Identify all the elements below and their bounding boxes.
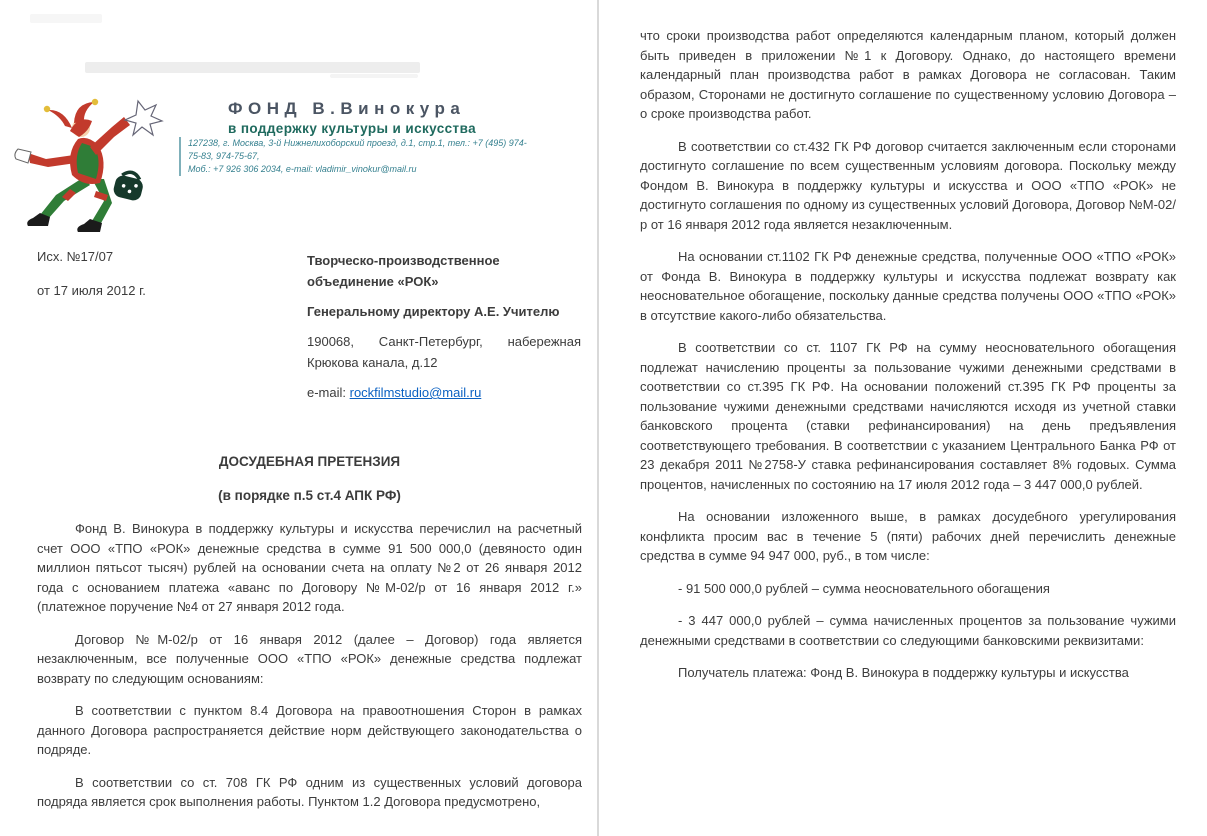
ref-date: от 17 июля 2012 г. [37,282,146,298]
ref-number: Исх. №17/07 [37,249,114,264]
recipient-block [307,250,581,403]
scan-artifact-bar [30,14,102,23]
scan-artifact-bar [330,74,418,78]
paragraph: В соответствии со ст. 1107 ГК РФ на сумму неосновательного обогащения подлежат начислению проценты за пользование чужими денежными средствами в соответствии со ст.395 ГК РФ. На основании положений ст.395 ГК РФ проценты за пользование чужими денежными средствами начисляются исходя из учетной ставки банковского процента (ставки рефинансирования) на день предъявления соответствующего требования. В соответствии с указанием Центрального Банка РФ от 23 декабря 2011 №2758-У ставка рефинансирования составляет 8% годовых. Сумма процентов, начисленных по состоянию на 17 июля 2012 года – 3 447 000,0 рублей. [640,340,1176,492]
jester-logo-icon [12,97,184,233]
document-title: ДОСУДЕБНАЯ ПРЕТЕНЗИЯ [218,454,401,469]
document-subtitle: (в порядке п.5 ст.4 АПК РФ) [218,487,401,503]
page-2 [599,0,1207,836]
paragraph: В соответствии со ст. 708 ГК РФ одним из существенных условий договора подряда является срок выполнения работы. Пунктом 1.2 Договора предусмотрено, [37,774,582,809]
claim-amount-item: - 91 500 000,0 рублей – сумма неосновательного обогащения [678,580,1050,596]
org-contact-line1: 127238, г. Москва, 3-й Нижнелихоборский проезд, д.1, стр.1, тел.: +7 (495) 974-75-83, 974-75-67, [188,138,527,161]
org-contact-line2: Моб.: +7 926 306 2034, e-mail: vladimir_vinokur@mail.ru [188,164,417,174]
org-contact-block [179,137,533,176]
email-label: e-mail: [307,385,350,400]
recipient-email-line [307,382,581,403]
paragraph: Фонд В. Винокура в поддержку культуры и искусства перечислил на расчетный счет ООО «ТПО «РОК» денежные средства в сумме 91 500 000,0 (девяносто один миллион пятьсот тысяч) рублей на основании счета на оплату №2 от 26 января 2012 года с основанием платежа «аванс по Договору №М-02/р от 16 января 2012 г.» (платежное поручение №4 от 27 января 2012 года. [37,521,582,614]
paragraph: В соответствии с пунктом 8.4 Договора на правоотношения Сторон в рамках данного Договора распространяется действие норм действующего законодательства о подряде. [37,703,582,757]
reference-block [37,247,146,300]
recipient-address: 190068, Санкт-Петербург, набережная Крюкова канала, д.12 [307,334,581,370]
payee-line: Получатель платежа: Фонд В. Винокура в поддержку культуры и искусства [678,665,1129,680]
org-tagline: в поддержку культуры и искусства [228,121,476,136]
claim-amount-item: - 3 447 000,0 рублей – сумма начисленных процентов за пользование чужими денежными средствами в соответствии со следующими банковскими реквизитами: [640,613,1176,648]
recipient-director: Генеральному директору А.Е. Учителю [307,304,560,319]
recipient-email-link[interactable]: rockfilmstudio@mail.ru [349,385,482,400]
recipient-org: Творческо-производственное объединение «РОК» [307,253,500,289]
paragraph: В соответствии со ст.432 ГК РФ договор считается заключенным если сторонами достигнуто соглашение по всем существенным условиям договора. Поскольку между Фондом В. Винокура в поддержку культуры и искусства и ООО «ТПО «РОК» не достигнуто соглашения по одному из существенных условий Договора, Договор №М-02/р от 16 января 2012 года является незаключенным. [640,138,1176,232]
paragraph: На основании ст.1102 ГК РФ денежные средства, полученные ООО «ТПО «РОК» от Фонда В. Винокура в поддержку культуры и искусства подлежат возврату как неосновательное обогащение, поскольку данные средства получены ООО «ТПО «РОК» в отсутствие какого-либо обязательства. [640,249,1176,323]
paragraph: На основании изложенного выше, в рамках досудебного урегулирования конфликта просим вас в течение 5 (пяти) рабочих дней перечислить денежные средства в сумме 94 947 000, руб., в том числе: [640,509,1176,563]
org-name: ФОНД В.Винокура [228,99,466,118]
paragraph: Договор №М-02/р от 16 января 2012 (далее – Договор) года является незаключенным, все полученные ООО «ТПО «РОК» денежные средства подлежат возврату по следующим основаниям: [37,631,582,686]
claim-body-left [37,452,582,825]
page-1 [0,0,597,836]
scan-artifact-bar [85,62,420,73]
claim-body-right [640,26,1176,696]
paragraph: что сроки производства работ определяются календарным планом, который должен быть приведен в приложении №1 к Договору. Однако, до настоящего времени календарный план производства работ в рамках Договора не согласован. Таким образом, Сторонами не достигнуто соглашение по существенному условию Договора – о сроке производства работ. [640,28,1176,121]
